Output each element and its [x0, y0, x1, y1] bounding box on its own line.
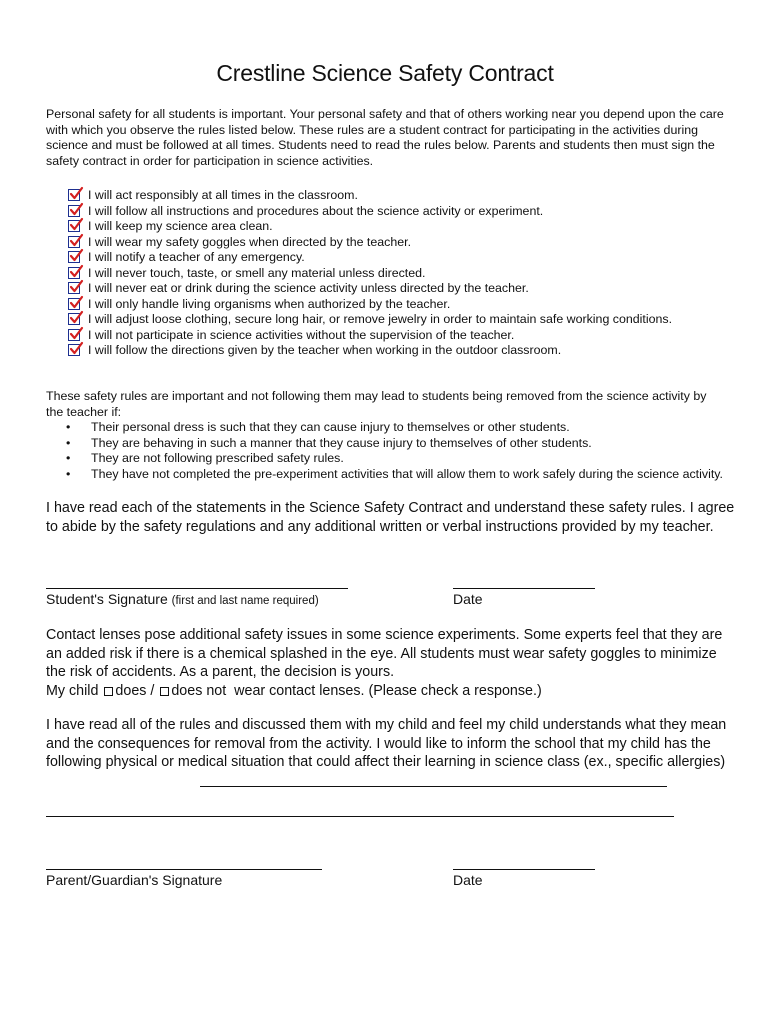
removal-reason-item — [66, 467, 726, 483]
rule-item — [68, 266, 718, 282]
parent-date-line[interactable] — [453, 869, 595, 870]
checked-checkbox-icon[interactable] — [68, 251, 80, 263]
rule-text: I will only handle living organisms when authorized by the teacher. — [88, 296, 451, 311]
rule-item — [68, 219, 718, 235]
removal-reason-text: Their personal dress is such that they can cause injury to themselves or other students. — [91, 420, 570, 434]
checked-checkbox-icon[interactable] — [68, 344, 80, 356]
parent-date-label: Date — [453, 872, 483, 888]
rule-item — [68, 328, 718, 344]
removal-intro: These safety rules are important and not following them may lead to students being removed from the science activity by the teacher if: — [46, 389, 707, 419]
checked-checkbox-icon[interactable] — [68, 189, 80, 201]
removal-reason-text: They are not following prescribed safety rules. — [91, 451, 344, 465]
rule-item — [68, 204, 718, 220]
page-title: Crestline Science Safety Contract — [216, 60, 554, 86]
contact-lenses-suffix: wear contact lenses. (Please check a response.) — [234, 682, 542, 699]
checked-checkbox-icon[interactable] — [68, 282, 80, 294]
checked-checkbox-icon[interactable] — [68, 236, 80, 248]
rule-item — [68, 281, 718, 297]
student-date-label: Date — [453, 591, 483, 607]
contact-lenses-prefix: My child — [46, 682, 99, 699]
removal-reason-text: They are behaving in such a manner that they cause injury to themselves of other students. — [91, 435, 592, 450]
bullet-icon: • — [66, 435, 71, 450]
rule-item — [68, 250, 718, 266]
student-signature-line[interactable] — [46, 588, 348, 589]
removal-reason-item — [66, 436, 726, 452]
rule-text: I will follow all instructions and procedures about the science activity or experiment. — [88, 203, 544, 218]
checked-checkbox-icon[interactable] — [68, 267, 80, 279]
student-signature-label — [46, 591, 319, 607]
rule-text: I will wear my safety goggles when directed by the teacher. — [88, 234, 412, 249]
rule-text: I will keep my science area clean. — [88, 219, 273, 233]
checked-checkbox-icon[interactable] — [68, 298, 80, 310]
rule-item — [68, 343, 718, 359]
parent-statement-text: I have read all of the rules and discussed them with my child and feel my child understands what they mean and the consequences for removal from the activity. I would like to inform the school that my child has the following physical or medical situation that could affect their learning in science class (ex., specific allergies) — [46, 717, 727, 770]
does-checkbox[interactable] — [104, 687, 113, 696]
removal-reason-text: They have not completed the pre-experiment activities that will allow them to work safely during the science activity. — [91, 466, 723, 481]
rule-item — [68, 297, 718, 313]
rule-text: I will never touch, taste, or smell any material unless directed. — [88, 265, 426, 280]
rule-item — [68, 188, 718, 204]
bullet-icon: • — [66, 420, 71, 434]
parent-signature-line[interactable] — [46, 869, 322, 870]
contact-lenses-text: Contact lenses pose additional safety issues in some science experiments. Some experts feel that they are an added risk if there is a chemical splashed in the eye. All students must wear safety goggles to minimize the risk of accidents. As a parent, the decision is yours. — [46, 627, 723, 680]
acknowledgement-statement: I have read each of the statements in the Science Safety Contract and understand these safety rules. I agree to abide by the safety regulations and any additional written or verbal instructions provided by my teacher. — [46, 500, 735, 535]
rule-text: I will act responsibly at all times in the classroom. — [88, 188, 358, 202]
student-signature-label-text: Student's Signature — [46, 591, 168, 607]
rule-item — [68, 312, 718, 328]
rule-text: I will follow the directions given by the teacher when working in the outdoor classroom. — [88, 343, 562, 357]
rule-text: I will never eat or drink during the science activity unless directed by the teacher. — [88, 281, 529, 295]
rules-list — [68, 188, 718, 359]
rule-text: I will adjust loose clothing, secure long hair, or remove jewelry in order to maintain safe working conditions. — [88, 312, 673, 326]
student-date-line[interactable] — [453, 588, 595, 589]
does-not-checkbox[interactable] — [160, 687, 169, 696]
does-not-option-label: does not — [171, 682, 227, 699]
removal-reasons-list — [66, 420, 726, 482]
checked-checkbox-icon[interactable] — [68, 220, 80, 232]
does-option-label: does / — [115, 682, 155, 699]
rule-text: I will notify a teacher of any emergency. — [88, 250, 305, 264]
removal-reason-item — [66, 451, 726, 467]
parent-signature-label: Parent/Guardian's Signature — [46, 872, 223, 888]
student-signature-note: (first and last name required) — [171, 595, 319, 607]
bullet-icon: • — [66, 451, 71, 465]
bullet-icon: • — [66, 466, 71, 481]
removal-reason-item — [66, 420, 726, 436]
intro-paragraph: Personal safety for all students is important. Your personal safety and that of others working near you depend upon the care with which you observe the rules listed below. These rules are a student contract for participating in the activities during science and must be followed at all times. Students need to read the rules below. Parents and students then must sign the safety contract in order for participation in science activities. — [46, 107, 724, 168]
rule-item — [68, 235, 718, 251]
medical-info-line-1[interactable] — [200, 786, 667, 787]
checked-checkbox-icon[interactable] — [68, 329, 80, 341]
rule-text: I will not participate in science activities without the supervision of the teacher. — [88, 327, 515, 342]
checked-checkbox-icon[interactable] — [68, 205, 80, 217]
parent-statement — [46, 716, 736, 772]
checked-checkbox-icon[interactable] — [68, 313, 80, 325]
contact-lenses-section — [46, 626, 736, 700]
medical-info-line-2[interactable] — [46, 816, 674, 817]
